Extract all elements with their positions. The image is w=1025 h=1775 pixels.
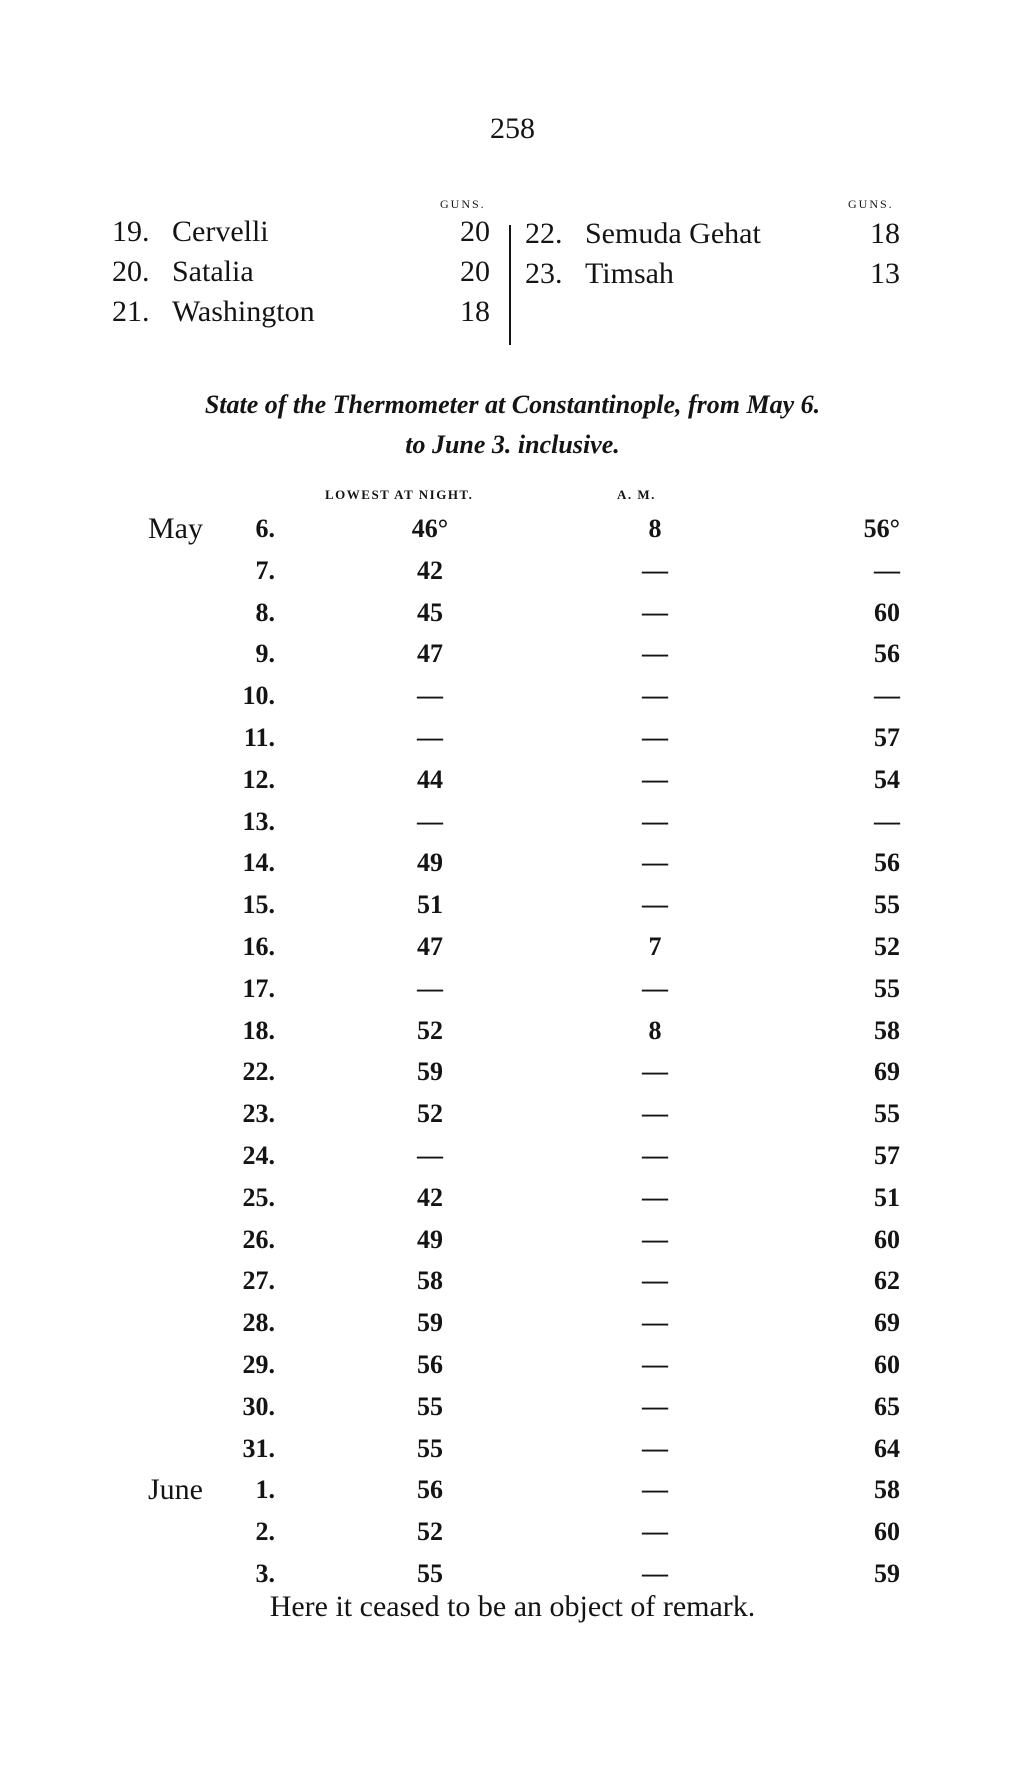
high-cell: 51 [874, 1182, 900, 1212]
am-cell: — [642, 1391, 668, 1421]
guns-header-right: GUNS. [848, 197, 894, 211]
lowest-cell: 55 [417, 1433, 443, 1463]
day-cell: 11. [243, 723, 275, 752]
high-cell: 52 [874, 932, 900, 961]
table-row [0, 1260, 1025, 1302]
lowest-cell: — [417, 1141, 443, 1170]
lowest-cell: — [417, 681, 443, 711]
day-cell: 23. [242, 1099, 275, 1129]
ship-name: Satalia [172, 255, 254, 288]
table-row [0, 1302, 1025, 1344]
am-cell: — [642, 764, 668, 794]
high-cell: — [874, 806, 900, 836]
day-cell: 7. [255, 555, 275, 585]
am-cell: — [642, 1308, 668, 1338]
day-cell: 3. [255, 1559, 275, 1588]
table-row [0, 1093, 1025, 1135]
am-cell: — [642, 723, 668, 752]
ship-name: Semuda Gehat [585, 217, 761, 250]
high-cell: 69 [874, 1308, 900, 1338]
table-row [0, 1135, 1025, 1177]
am-cell: — [642, 555, 668, 585]
am-cell: 7 [648, 932, 662, 961]
table-row [0, 1469, 1025, 1511]
high-cell: 65 [874, 1391, 900, 1421]
ship-guns: 20 [460, 255, 490, 288]
table-row [0, 1010, 1025, 1052]
high-cell: 56° [863, 514, 900, 543]
ship-guns: 18 [460, 295, 490, 328]
lowest-cell: — [417, 723, 443, 752]
ship-number: 20. [112, 255, 150, 288]
lowest-cell: 49 [417, 848, 443, 878]
day-cell: 30. [242, 1391, 275, 1421]
table-row [0, 592, 1025, 634]
high-cell: — [874, 681, 900, 711]
table-row [0, 1344, 1025, 1386]
table-row [0, 675, 1025, 717]
lowest-cell: 59 [417, 1057, 443, 1087]
day-cell: 18. [242, 1015, 275, 1045]
day-cell: 27. [242, 1266, 275, 1296]
day-cell: 25. [242, 1182, 275, 1212]
lowest-cell: 46° [411, 514, 449, 543]
page-number: 258 [490, 112, 535, 145]
day-cell: 8. [255, 597, 275, 627]
day-cell: 6. [255, 514, 275, 543]
am-cell: — [642, 1433, 668, 1463]
am-cell: — [642, 1559, 668, 1588]
table-row [0, 633, 1025, 675]
table-row [0, 842, 1025, 884]
day-cell: 24. [242, 1141, 275, 1170]
lowest-cell: 59 [417, 1308, 443, 1338]
day-cell: 31. [242, 1433, 275, 1463]
ship-guns: 13 [870, 257, 900, 290]
high-cell: 64 [874, 1433, 900, 1463]
ship-number: 23. [525, 257, 563, 290]
am-cell: 8 [648, 514, 662, 543]
ships-list [0, 195, 1025, 355]
lowest-cell: 58 [417, 1266, 443, 1296]
day-cell: 22. [242, 1057, 275, 1087]
day-cell: 26. [242, 1224, 275, 1254]
lowest-cell: 52 [417, 1099, 443, 1129]
ship-name: Washington [172, 295, 315, 328]
am-cell: — [642, 1350, 668, 1379]
table-row [0, 1219, 1025, 1261]
guns-header-left: GUNS. [440, 197, 486, 211]
lowest-cell: 55 [417, 1559, 443, 1588]
day-cell: 17. [242, 973, 275, 1003]
table-row [0, 717, 1025, 759]
high-cell: 55 [874, 890, 900, 920]
lowest-cell: 47 [417, 932, 443, 961]
header-lowest-at-night: LOWEST AT NIGHT. [325, 487, 474, 502]
header-am: A. M. [617, 487, 656, 502]
high-cell: 60 [874, 1224, 900, 1254]
lowest-cell: — [417, 973, 443, 1003]
day-cell: 12. [242, 764, 275, 794]
day-cell: 29. [242, 1350, 275, 1379]
ship-number: 22. [525, 217, 563, 250]
high-cell: 55 [874, 973, 900, 1003]
high-cell: 54 [874, 764, 900, 794]
ship-name: Cervelli [172, 215, 269, 248]
day-cell: 15. [242, 890, 275, 920]
high-cell: — [874, 555, 900, 585]
lowest-cell: 47 [417, 639, 443, 669]
high-cell: 69 [874, 1057, 900, 1087]
table-caption-line1: State of the Thermometer at Constantinople, from May 6. [204, 390, 821, 419]
table-row [0, 1428, 1025, 1470]
lowest-cell: 51 [417, 890, 443, 920]
lowest-cell: 42 [417, 555, 443, 585]
lowest-cell: 44 [417, 764, 443, 794]
day-cell: 13. [242, 806, 275, 836]
am-cell: — [642, 1517, 668, 1547]
day-cell: 28. [242, 1308, 275, 1338]
lowest-cell: 55 [417, 1391, 443, 1421]
high-cell: 56 [874, 639, 900, 669]
am-cell: — [642, 1266, 668, 1296]
day-cell: 14. [242, 848, 275, 878]
am-cell: — [642, 848, 668, 878]
ship-guns: 20 [460, 215, 490, 248]
am-cell: — [642, 973, 668, 1003]
lowest-cell: 52 [417, 1517, 443, 1547]
lowest-cell: — [417, 806, 443, 836]
high-cell: 58 [874, 1475, 900, 1505]
am-cell: — [642, 639, 668, 669]
table-row [0, 1553, 1025, 1595]
lowest-cell: 52 [417, 1015, 443, 1045]
table-row [0, 759, 1025, 801]
column-divider [509, 225, 511, 345]
month-cell: June [148, 1473, 203, 1507]
high-cell: 56 [874, 848, 900, 878]
am-cell: — [642, 1182, 668, 1212]
high-cell: 60 [874, 1517, 900, 1547]
table-row [0, 1177, 1025, 1219]
table-row [0, 884, 1025, 926]
am-cell: — [642, 1224, 668, 1254]
am-cell: — [642, 890, 668, 920]
am-cell: — [642, 681, 668, 711]
day-cell: 9. [255, 639, 275, 669]
high-cell: 57 [874, 723, 900, 752]
lowest-cell: 56 [417, 1350, 443, 1379]
high-cell: 62 [874, 1266, 900, 1296]
am-cell: — [642, 1475, 668, 1505]
am-cell: — [642, 806, 668, 836]
am-cell: 8 [648, 1015, 662, 1045]
ship-number: 21. [112, 295, 150, 328]
high-cell: 55 [874, 1099, 900, 1129]
month-cell: May [148, 512, 203, 545]
high-cell: 59 [874, 1559, 900, 1588]
am-cell: — [642, 597, 668, 627]
day-cell: 16. [242, 932, 275, 961]
high-cell: 58 [874, 1015, 900, 1045]
high-cell: 60 [874, 597, 900, 627]
table-row [0, 801, 1025, 843]
table-row [0, 1511, 1025, 1553]
ship-guns: 18 [870, 217, 900, 250]
lowest-cell: 42 [417, 1182, 443, 1212]
table-row [0, 508, 1025, 550]
day-cell: 1. [255, 1475, 275, 1505]
footer-note: Here it ceased to be an object of remark. [269, 1590, 756, 1623]
am-cell: — [642, 1099, 668, 1129]
am-cell: — [642, 1057, 668, 1087]
am-cell: — [642, 1141, 668, 1170]
lowest-cell: 49 [417, 1224, 443, 1254]
table-row [0, 968, 1025, 1010]
day-cell: 10. [242, 681, 275, 711]
high-cell: 60 [874, 1350, 900, 1379]
table-row [0, 1051, 1025, 1093]
high-cell: 57 [874, 1141, 900, 1170]
lowest-cell: 45 [417, 597, 443, 627]
table-row [0, 1386, 1025, 1428]
ship-name: Timsah [585, 257, 674, 290]
ship-number: 19. [112, 215, 150, 248]
lowest-cell: 56 [417, 1475, 443, 1505]
table-row [0, 550, 1025, 592]
table-caption-line2: to June 3. inclusive. [405, 430, 620, 459]
table-row [0, 926, 1025, 968]
day-cell: 2. [255, 1517, 275, 1547]
